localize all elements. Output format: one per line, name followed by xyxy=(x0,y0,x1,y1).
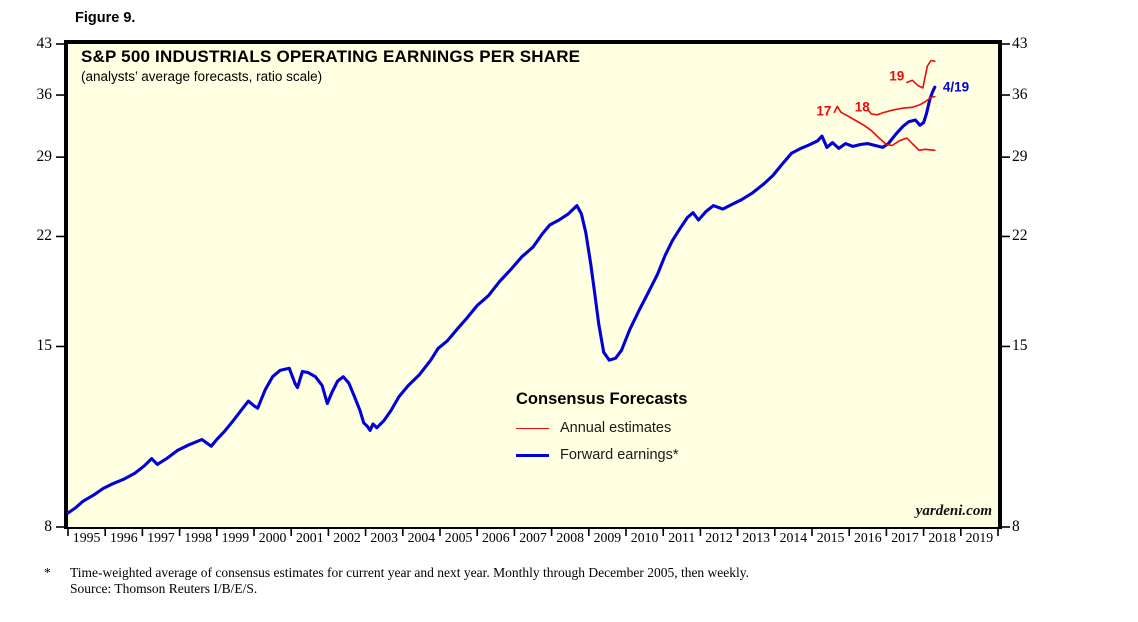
x-year-label-2008: 2008 xyxy=(556,530,584,545)
y-tick-label-36: 36 xyxy=(1012,86,1028,104)
y-tick-label-8: 8 xyxy=(44,518,52,535)
y-tick-label-15: 15 xyxy=(1012,337,1028,355)
y-tick-label-8: 8 xyxy=(1012,518,1020,535)
x-year-label-2011: 2011 xyxy=(668,530,696,545)
x-year-label-1995: 1995 xyxy=(72,530,101,545)
x-year-label-2015: 2015 xyxy=(816,530,845,545)
y-tick-label-15: 15 xyxy=(36,337,52,355)
legend-item-forward-earnings xyxy=(516,447,687,463)
x-year-label-2002: 2002 xyxy=(333,530,361,545)
x-year-label-2013: 2013 xyxy=(742,530,770,545)
x-year-label-2010: 2010 xyxy=(630,530,659,545)
y-tick-label-43: 43 xyxy=(36,35,52,52)
x-year-label-2007: 2007 xyxy=(519,530,547,545)
annotation-label-19: 19 xyxy=(889,67,905,83)
annotation-label-17: 17 xyxy=(816,102,832,118)
x-year-label-2005: 2005 xyxy=(444,530,473,545)
footnote-line-2: Source: Thomson Reuters I/B/E/S. xyxy=(70,580,258,596)
y-tick-label-22: 22 xyxy=(36,227,52,245)
x-year-label-2004: 2004 xyxy=(407,530,436,545)
x-year-label-1999: 1999 xyxy=(221,530,250,545)
x-year-label-1997: 1997 xyxy=(147,530,175,545)
2018-annual-estimate-line xyxy=(868,97,935,115)
y-tick-label-29: 29 xyxy=(36,148,52,166)
y-tick-label-43: 43 xyxy=(1012,35,1028,52)
y-tick-label-22: 22 xyxy=(1012,227,1028,245)
legend xyxy=(516,390,687,463)
x-year-label-2012: 2012 xyxy=(705,530,733,545)
x-year-label-1996: 1996 xyxy=(110,530,138,545)
footnote xyxy=(44,565,1094,597)
footnote-line-1: Time-weighted average of consensus estimates for current year and next year. Monthly through December 2005, then weekly. xyxy=(70,565,750,580)
figure-label: Figure 9. xyxy=(75,10,136,26)
x-year-label-2019: 2019 xyxy=(965,530,994,545)
x-year-label-2000: 2000 xyxy=(258,530,287,545)
x-year-label-2009: 2009 xyxy=(593,530,622,545)
x-year-label-2016: 2016 xyxy=(854,530,882,545)
forward-earnings-line-swatch xyxy=(516,454,549,457)
x-year-label-2006: 2006 xyxy=(482,530,510,545)
annotation-label-4-19: 4/19 xyxy=(942,79,970,95)
chart-subtitle: (analysts’ average forecasts, ratio scale) xyxy=(81,69,323,84)
x-year-label-2014: 2014 xyxy=(779,530,808,545)
y-tick-label-36: 36 xyxy=(36,86,52,104)
x-year-label-2003: 2003 xyxy=(370,530,398,545)
x-year-label-2017: 2017 xyxy=(891,530,919,545)
legend-title: Consensus Forecasts xyxy=(516,390,688,408)
x-year-label-1998: 1998 xyxy=(184,530,212,545)
annotation-label-18: 18 xyxy=(854,99,870,115)
x-year-label-2001: 2001 xyxy=(296,530,324,545)
legend-label-forward-earnings: Forward earnings* xyxy=(560,447,679,463)
legend-label-annual-estimates: Annual estimates xyxy=(560,420,672,436)
y-tick-label-29: 29 xyxy=(1012,148,1028,166)
chart-title: S&P 500 INDUSTRIALS OPERATING EARNINGS PER SHARE xyxy=(81,47,581,66)
footnote-asterisk: * xyxy=(44,565,51,580)
annual-estimates-line-swatch xyxy=(516,428,549,429)
forward-earnings--line xyxy=(68,87,935,513)
legend-item-annual-estimates xyxy=(516,420,687,436)
x-year-label-2018: 2018 xyxy=(928,530,956,545)
watermark-yardeni: yardeni.com xyxy=(915,503,992,519)
2019-annual-estimate-line xyxy=(907,61,935,88)
